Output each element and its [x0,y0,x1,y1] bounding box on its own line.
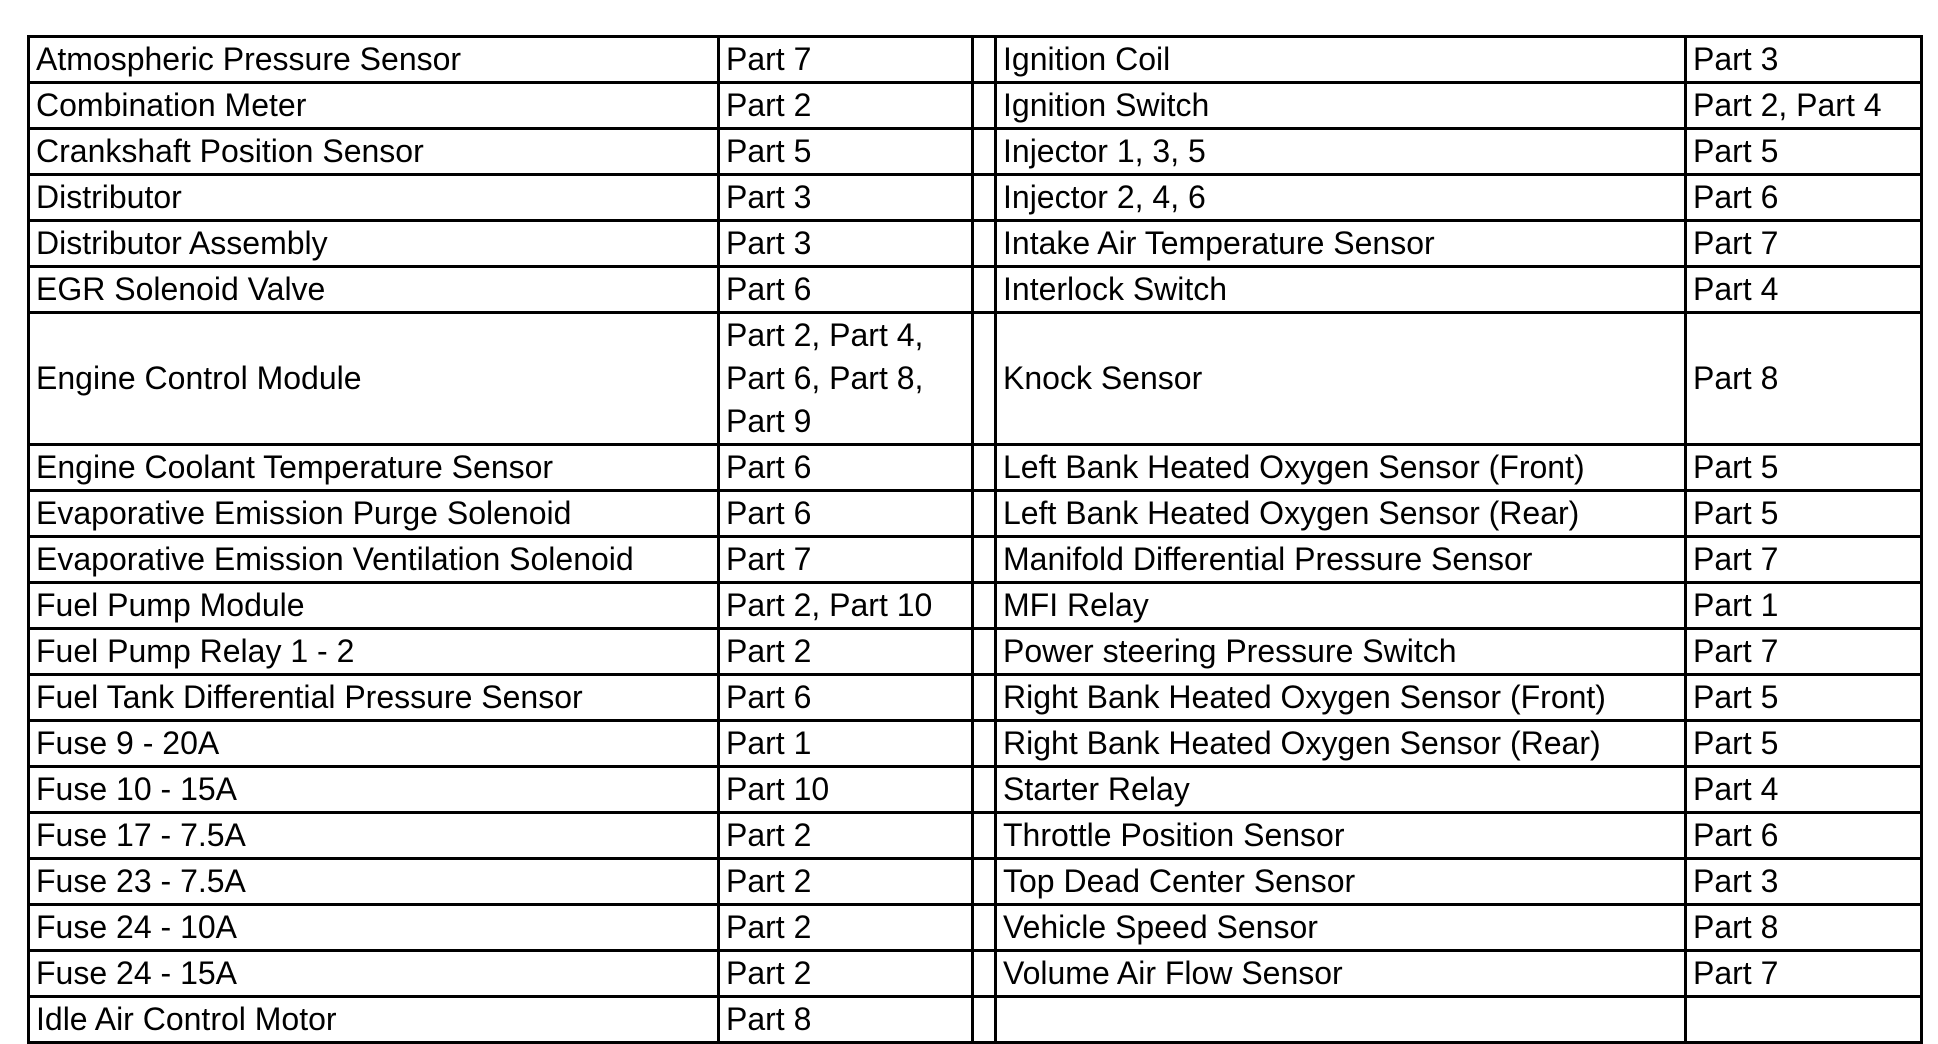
component-name: Fuse 9 - 20A [29,721,719,767]
component-name: Idle Air Control Motor [29,997,719,1043]
component-name: Fuel Pump Module [29,583,719,629]
component-name: Right Bank Heated Oxygen Sensor (Rear) [996,721,1686,767]
column-divider [973,129,996,175]
table-row [29,37,1922,83]
table-row [29,813,1922,859]
component-part: Part 6 [719,491,973,537]
component-part: Part 7 [1686,221,1922,267]
component-name: Left Bank Heated Oxygen Sensor (Front) [996,445,1686,491]
component-part: Part 3 [1686,37,1922,83]
column-divider [973,537,996,583]
table-row [29,721,1922,767]
component-part: Part 6 [719,675,973,721]
component-name: Right Bank Heated Oxygen Sensor (Front) [996,675,1686,721]
column-divider [973,83,996,129]
component-part: Part 8 [719,997,973,1043]
component-name: Fuse 17 - 7.5A [29,813,719,859]
component-name: Top Dead Center Sensor [996,859,1686,905]
component-name: Evaporative Emission Ventilation Solenoid [29,537,719,583]
component-name: Interlock Switch [996,267,1686,313]
component-part: Part 5 [1686,129,1922,175]
component-part: Part 2 [719,951,973,997]
table-row [29,905,1922,951]
column-divider [973,175,996,221]
column-divider [973,267,996,313]
component-name: EGR Solenoid Valve [29,267,719,313]
column-divider [973,813,996,859]
table-row [29,313,1922,445]
component-name: Fuse 24 - 15A [29,951,719,997]
component-name: Power steering Pressure Switch [996,629,1686,675]
component-part: Part 2, Part 10 [719,583,973,629]
column-divider [973,583,996,629]
component-name: Evaporative Emission Purge Solenoid [29,491,719,537]
component-part: Part 5 [1686,675,1922,721]
component-part: Part 6 [719,445,973,491]
component-name: Volume Air Flow Sensor [996,951,1686,997]
component-part: Part 5 [1686,491,1922,537]
component-name: Distributor [29,175,719,221]
component-part: Part 4 [1686,767,1922,813]
component-name: Injector 2, 4, 6 [996,175,1686,221]
column-divider [973,951,996,997]
table-row [29,129,1922,175]
table-row [29,83,1922,129]
component-name: Engine Control Module [29,313,719,445]
component-part: Part 1 [719,721,973,767]
component-name: Injector 1, 3, 5 [996,129,1686,175]
column-divider [973,629,996,675]
table-row [29,175,1922,221]
component-part: Part 7 [1686,951,1922,997]
component-part-line: Part 6, Part 8, [726,360,924,396]
column-divider [973,675,996,721]
table-row [29,537,1922,583]
component-part: Part 5 [1686,445,1922,491]
component-part: Part 6 [719,267,973,313]
column-divider [973,997,996,1043]
component-name: Ignition Switch [996,83,1686,129]
component-part [719,313,973,445]
component-name: Distributor Assembly [29,221,719,267]
component-part: Part 7 [1686,537,1922,583]
column-divider [973,313,996,445]
column-divider [973,221,996,267]
column-divider [973,767,996,813]
component-name: Manifold Differential Pressure Sensor [996,537,1686,583]
component-name: Throttle Position Sensor [996,813,1686,859]
component-part: Part 6 [1686,813,1922,859]
component-name: Combination Meter [29,83,719,129]
component-part: Part 4 [1686,267,1922,313]
component-name: Intake Air Temperature Sensor [996,221,1686,267]
table-row [29,675,1922,721]
component-name: Fuse 23 - 7.5A [29,859,719,905]
table-row [29,583,1922,629]
table-row [29,767,1922,813]
component-part: Part 6 [1686,175,1922,221]
table-row [29,445,1922,491]
component-part: Part 3 [1686,859,1922,905]
component-part: Part 3 [719,175,973,221]
component-part: Part 2 [719,629,973,675]
component-part: Part 2 [719,83,973,129]
component-part: Part 2 [719,813,973,859]
component-name: Knock Sensor [996,313,1686,445]
component-part-line: Part 2, Part 4, [726,317,924,353]
component-name: Vehicle Speed Sensor [996,905,1686,951]
table-row [29,997,1922,1043]
component-name: MFI Relay [996,583,1686,629]
component-part: Part 2, Part 4 [1686,83,1922,129]
component-name: Fuse 24 - 10A [29,905,719,951]
component-index-table [27,35,1923,1044]
component-part: Part 5 [719,129,973,175]
table-row [29,951,1922,997]
component-name: Fuel Pump Relay 1 - 2 [29,629,719,675]
component-name: Left Bank Heated Oxygen Sensor (Rear) [996,491,1686,537]
component-part: Part 8 [1686,313,1922,445]
component-part [1686,997,1922,1043]
component-part: Part 10 [719,767,973,813]
component-part: Part 8 [1686,905,1922,951]
column-divider [973,859,996,905]
component-part-line: Part 9 [726,403,812,439]
table-row [29,491,1922,537]
table-row [29,221,1922,267]
component-name: Fuse 10 - 15A [29,767,719,813]
component-name: Ignition Coil [996,37,1686,83]
column-divider [973,37,996,83]
component-name: Fuel Tank Differential Pressure Sensor [29,675,719,721]
component-part: Part 2 [719,905,973,951]
component-part: Part 5 [1686,721,1922,767]
column-divider [973,721,996,767]
table-row [29,267,1922,313]
component-part: Part 7 [1686,629,1922,675]
component-name [996,997,1686,1043]
component-part: Part 2 [719,859,973,905]
component-name: Crankshaft Position Sensor [29,129,719,175]
component-name: Atmospheric Pressure Sensor [29,37,719,83]
component-part: Part 7 [719,37,973,83]
component-name: Starter Relay [996,767,1686,813]
column-divider [973,445,996,491]
column-divider [973,491,996,537]
column-divider [973,905,996,951]
component-part: Part 7 [719,537,973,583]
table-row [29,859,1922,905]
component-part: Part 3 [719,221,973,267]
component-part: Part 1 [1686,583,1922,629]
table-row [29,629,1922,675]
component-name: Engine Coolant Temperature Sensor [29,445,719,491]
